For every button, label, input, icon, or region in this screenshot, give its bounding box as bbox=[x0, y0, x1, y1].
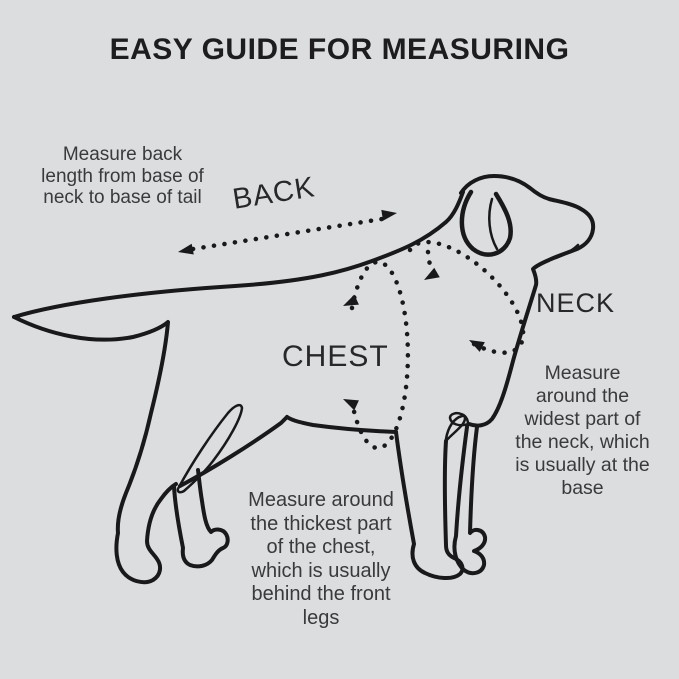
chest-measure-note bbox=[226, 489, 416, 630]
dog-tail-hindleg bbox=[14, 317, 176, 582]
chest-note-line-2: the thickest part bbox=[250, 512, 392, 535]
chest-note-line-4: which is usually bbox=[251, 559, 391, 582]
dog-belly-line bbox=[287, 417, 396, 432]
back-note-line-2: length from base of bbox=[41, 165, 204, 187]
back-arrow-left-icon bbox=[177, 244, 194, 258]
chest-note-line-1: Measure around bbox=[248, 489, 394, 511]
neck-note-line-3: widest part of bbox=[524, 408, 641, 430]
page-title: EASY GUIDE FOR MEASURING bbox=[109, 33, 570, 66]
neck-note-line-1: Measure bbox=[544, 362, 621, 384]
back-dotted-line bbox=[193, 219, 382, 249]
neck-note-line-6: base bbox=[561, 477, 604, 499]
neck-label: NECK bbox=[536, 288, 616, 318]
dog-ear-inner-line bbox=[489, 199, 497, 249]
neck-dotted-far-segment bbox=[428, 252, 430, 266]
neck-dotted-loop bbox=[410, 242, 523, 353]
back-note-line-1: Measure back bbox=[62, 144, 183, 165]
neck-measure-note bbox=[500, 362, 665, 500]
chest-note-line-5: behind the front bbox=[251, 583, 391, 605]
chest-arrow-bottom-icon bbox=[341, 394, 359, 410]
dog-ear bbox=[462, 192, 511, 255]
neck-measure-loop bbox=[410, 242, 523, 353]
dog-far-frontleg bbox=[454, 427, 485, 573]
dog-near-elbow-mark bbox=[446, 416, 465, 441]
dog-far-thigh-line bbox=[178, 405, 242, 492]
back-measure-note bbox=[25, 144, 220, 209]
back-measure-line bbox=[177, 208, 398, 258]
neck-note-line-2: around the bbox=[535, 385, 630, 407]
back-label: BACK bbox=[230, 171, 318, 216]
neck-arrow-far-icon bbox=[421, 268, 439, 285]
chest-note-line-6: legs bbox=[302, 606, 340, 629]
neck-note-line-4: the neck, which bbox=[515, 431, 650, 453]
back-note-line-3: neck to base of tail bbox=[43, 187, 202, 208]
back-arrow-right-icon bbox=[381, 208, 398, 221]
neck-note-line-5: is usually at the bbox=[515, 454, 650, 476]
chest-label: CHEST bbox=[282, 340, 389, 373]
chest-note-line-3: of the chest, bbox=[266, 536, 376, 558]
